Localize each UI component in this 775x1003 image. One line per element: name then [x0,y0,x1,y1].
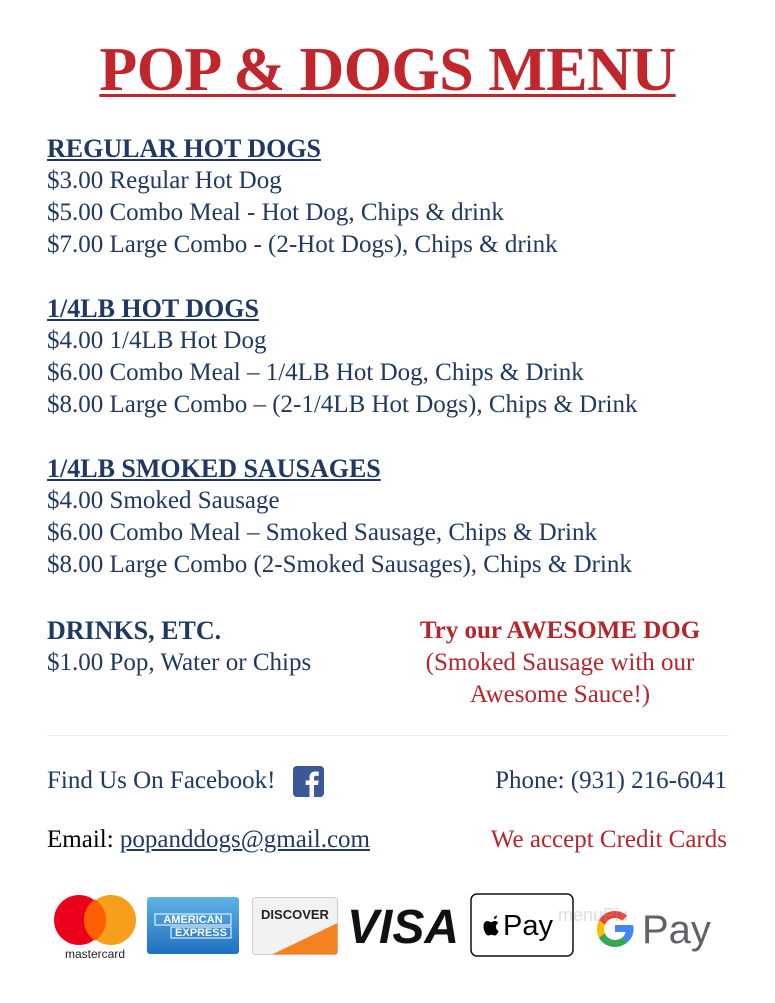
apple-pay-text: Pay [503,910,553,942]
amex-text-1: AMERICAN [163,914,223,926]
email-row [47,823,370,857]
facebook-row [47,764,324,798]
facebook-text: Find Us On Facebook! [47,767,276,794]
menu-item: $5.00 Combo Meal - Hot Dog, Chips & drink [47,199,504,226]
amex-logo [147,897,239,954]
mastercard-logo [52,893,138,961]
section-heading: REGULAR HOT DOGS [47,134,322,163]
phone-number: Phone: (931) 216-6041 [495,767,727,794]
discover-text: DISCOVER [261,907,329,922]
menu-item: $6.00 Combo Meal – Smoked Sausage, Chips & Drink [47,519,597,546]
menu-title: POP & DOGS MENU [99,36,676,104]
discover-logo [252,897,338,955]
email-link[interactable]: popanddogs@gmail.com [119,826,370,853]
section-quarter-lb-hot-dogs [47,293,637,421]
google-pay-text: Pay [642,908,711,952]
section-smoked-sausages [47,453,632,581]
mastercard-text: mastercard [64,947,126,961]
menu-item: $8.00 Large Combo (2-Smoked Sausages), Chips & Drink [47,551,632,578]
drinks-heading: DRINKS, ETC. [47,616,222,645]
awesome-dog-promo [385,615,735,711]
promo-heading: Try our AWESOME DOG [419,617,701,644]
menu-item: $7.00 Large Combo - (2-Hot Dogs), Chips & drink [47,231,558,258]
section-heading: 1/4LB HOT DOGS [47,294,259,323]
watermark: menuPix [558,905,629,925]
amex-text-2: EXPRESS [175,927,227,939]
menu-item: $4.00 Smoked Sausage [47,487,280,514]
facebook-icon[interactable] [293,766,324,797]
section-regular-hot-dogs [47,133,558,261]
promo-line: (Smoked Sausage with our [425,649,695,676]
drinks-item: $1.00 Pop, Water or Chips [47,649,312,676]
visa-text: VISA [346,901,460,952]
email-label: Email: [47,826,120,853]
promo-line: Awesome Sauce!) [469,681,651,708]
credit-cards-notice: We accept Credit Cards [490,826,727,853]
menu-item: $4.00 1/4LB Hot Dog [47,327,267,354]
menu-item: $6.00 Combo Meal – 1/4LB Hot Dog, Chips & Drink [47,359,584,386]
divider [47,735,729,736]
section-heading: 1/4LB SMOKED SAUSAGES [47,454,381,483]
menu-item: $3.00 Regular Hot Dog [47,167,282,194]
menu-item: $8.00 Large Combo – (2-1/4LB Hot Dogs), Chips & Drink [47,391,638,418]
visa-logo [345,898,461,952]
